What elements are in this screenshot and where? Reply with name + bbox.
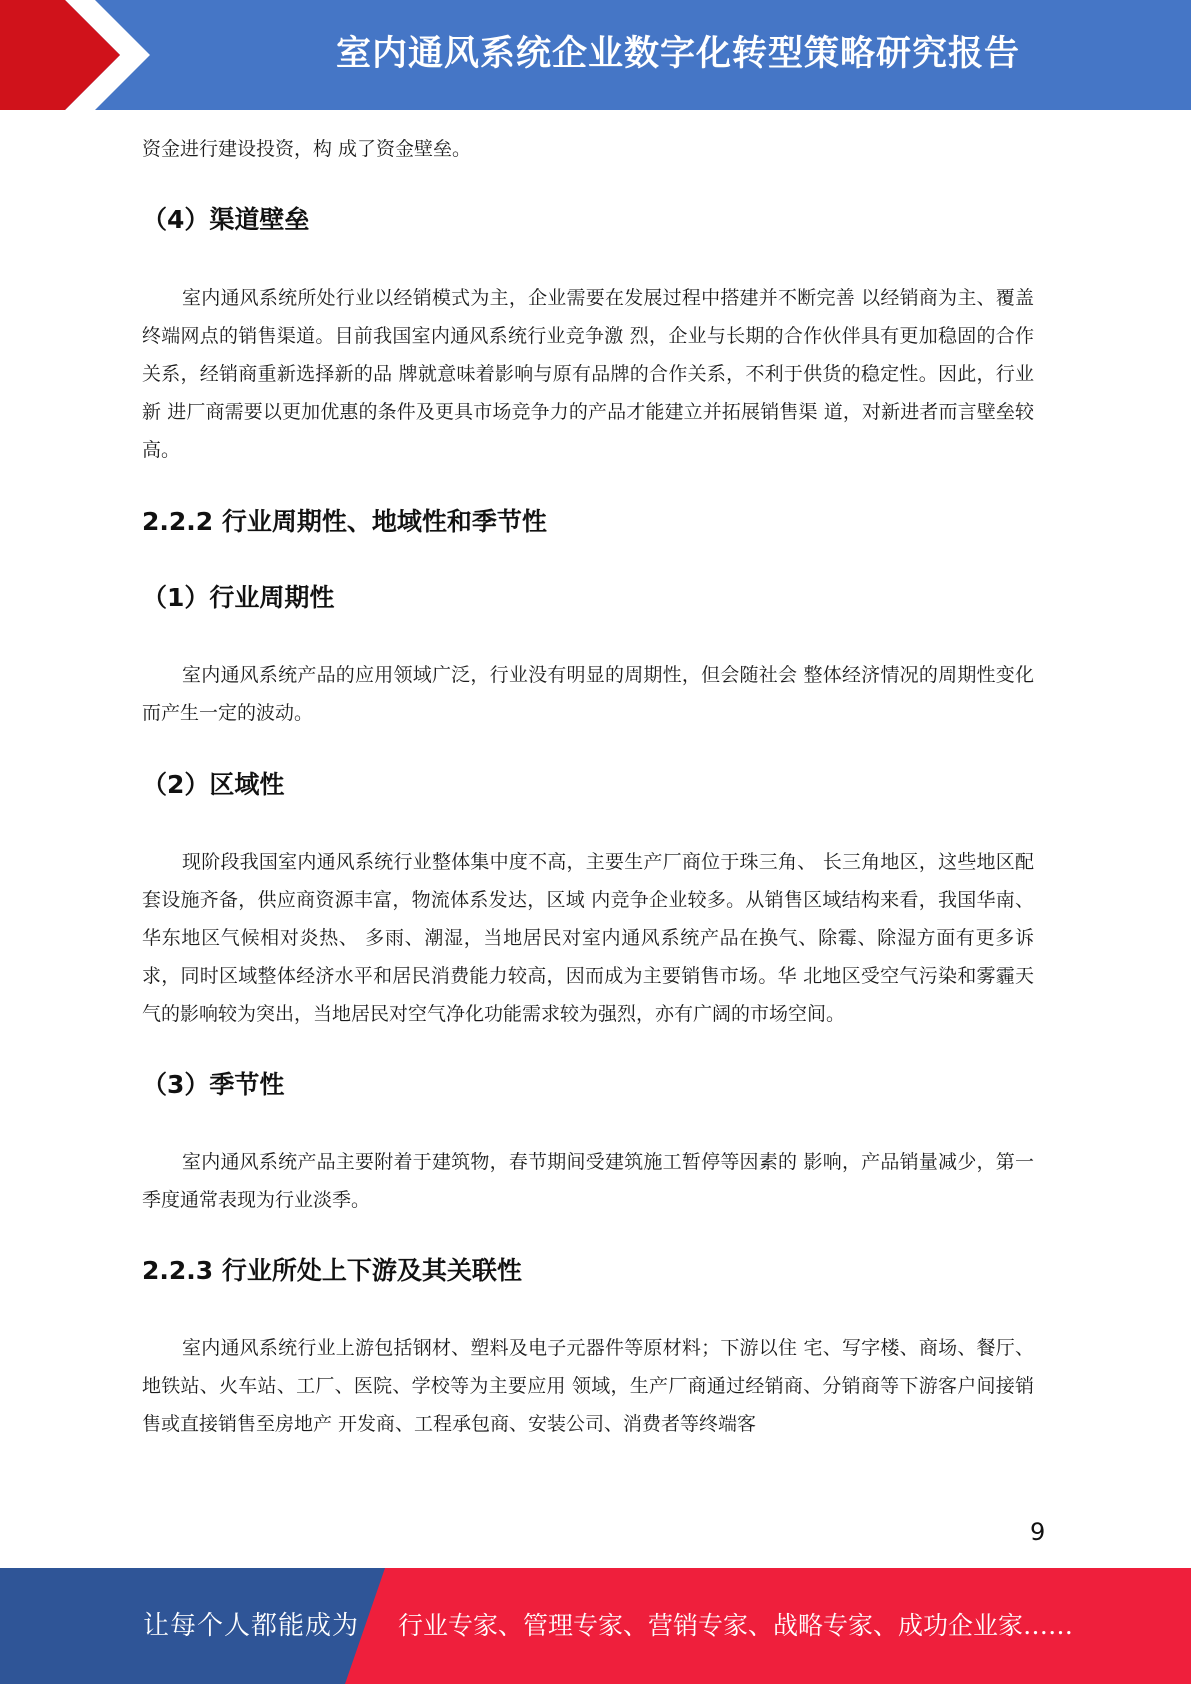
footer-slogan-right: 行业专家、管理专家、营销专家、战略专家、成功企业家…… <box>398 1611 1074 1640</box>
report-title: 室内通风系统企业数字化转型策略研究报告 <box>335 34 1020 74</box>
paragraph-channel-barrier: 室内通风系统所处行业以经销模式为主，企业需要在发展过程中搭建并不断完善 以经销商为主、覆盖终端网点的销售渠道。目前我国室内通风系统行业竞争激 烈，企业与长期的合作伙伴具有更加稳固的合作关系，经销商重新选择新的品 牌就意味着影响与原有品牌的合作关系，不利于供货的稳定性。因此，行业新 进厂商需要以更加优惠的条件及更具市场竞争力的产品才能建立并拓展销售渠 道，对新进者而言壁垒较高。 <box>142 287 1034 461</box>
heading-regionality: （2）区域性 <box>142 770 285 799</box>
document-body <box>142 130 1034 1443</box>
paragraph-value-chain: 室内通风系统行业上游包括钢材、塑料及电子元器件等原材料；下游以住 宅、写字楼、商场、餐厅、地铁站、火车站、工厂、医院、学校等为主要应用 领域，生产厂商通过经销商、分销商等下游客户间接销售或直接销售至房地产 开发商、工程承包商、安装公司、消费者等终端客 <box>142 1337 1034 1435</box>
paragraph-cyclicality: 室内通风系统产品的应用领域广泛，行业没有明显的周期性，但会随社会 整体经济情况的周期性变化而产生一定的波动。 <box>142 664 1034 724</box>
page-footer <box>0 1568 1191 1684</box>
paragraph-regionality: 现阶段我国室内通风系统行业整体集中度不高，主要生产厂商位于珠三角、 长三角地区，这些地区配套设施齐备，供应商资源丰富，物流体系发达，区域 内竞争企业较多。从销售区域结构来看，我国华南、华东地区气候相对炎热、 多雨、潮湿，当地居民对室内通风系统产品在换气、除霉、除湿方面有更多诉 求，同时区域整体经济水平和居民消费能力较高，因而成为主要销售市场。华 北地区受空气污染和雾霾天气的影响较为突出，当地居民对空气净化功能需求较为强烈，亦有广阔的市场空间。 <box>142 851 1034 1025</box>
heading-section-2-2-2: 2.2.2 行业周期性、地域性和季节性 <box>142 507 547 536</box>
heading-channel-barrier: （4）渠道壁垒 <box>142 205 310 234</box>
paragraph-seasonality: 室内通风系统产品主要附着于建筑物，春节期间受建筑施工暂停等因素的 影响，产品销量减少，第一季度通常表现为行业淡季。 <box>142 1151 1034 1211</box>
heading-cyclicality: （1）行业周期性 <box>142 583 335 612</box>
heading-seasonality: （3）季节性 <box>142 1070 285 1099</box>
heading-section-2-2-3: 2.2.3 行业所处上下游及其关联性 <box>142 1256 522 1285</box>
paragraph-intro: 资金进行建设投资，构 成了资金壁垒。 <box>142 138 472 160</box>
page-header <box>0 0 1191 110</box>
footer-slogan-left: 让每个人都能成为 <box>143 1611 360 1641</box>
page-number: 9 <box>1030 1518 1046 1546</box>
